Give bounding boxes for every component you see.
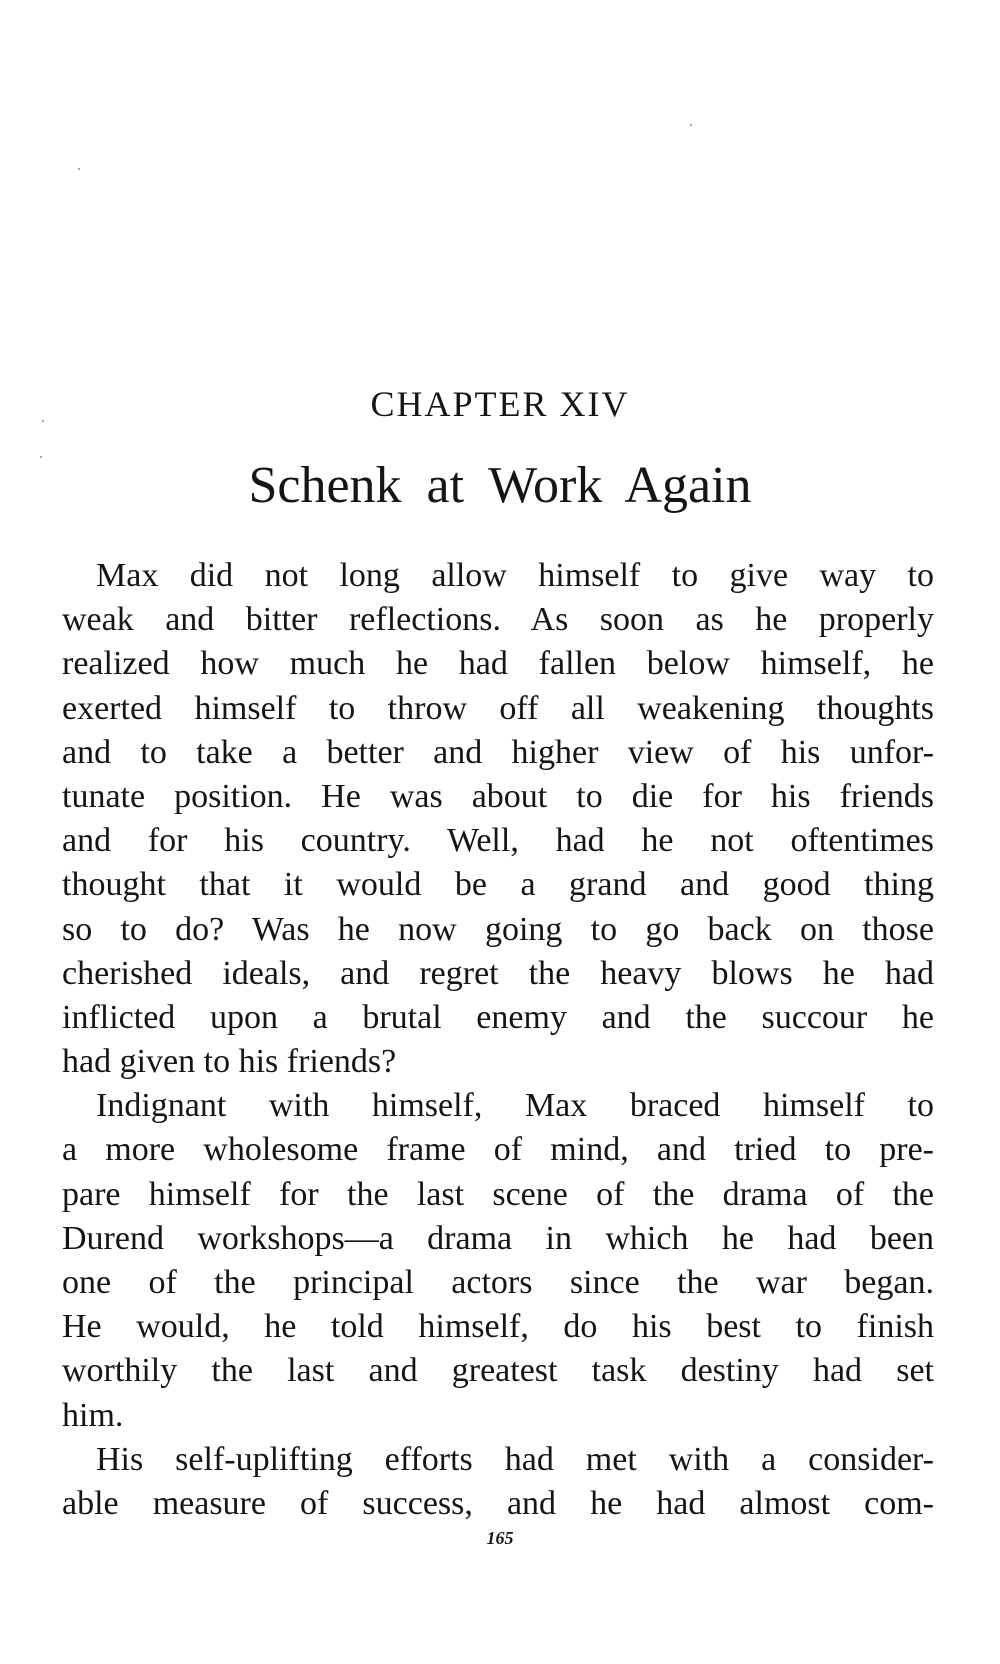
text-line: Indignant with himself, Max braced himself to (96, 1087, 934, 1125)
chapter-title: Schenk at Work Again (248, 457, 752, 514)
text-line: thought that it would be a grand and good thing (62, 866, 934, 904)
text-line: one of the principal actors since the war began. (62, 1264, 934, 1301)
text-line: tunate position. He was about to die for his friends (62, 777, 934, 815)
text-line: exerted himself to throw off all weakening thoughts (62, 689, 934, 727)
text-line: had given to his friends? (62, 1043, 397, 1081)
text-line: him. (62, 1396, 124, 1434)
text-line: able measure of success, and he had almost com- (62, 1484, 934, 1522)
text-line: inflicted upon a brutal enemy and the succour he (62, 998, 934, 1036)
text-line: a more wholesome frame of mind, and tried to pre- (62, 1131, 934, 1169)
text-line: weak and bitter reflections. As soon as he properly (62, 601, 934, 639)
text-line: cherished ideals, and regret the heavy blows he had (62, 954, 934, 992)
scan-speck (78, 168, 80, 170)
chapter-number: CHAPTER XIV (370, 384, 630, 424)
text-line: His self-uplifting efforts had met with a consider- (96, 1440, 934, 1478)
text-line: and for his country. Well, had he not oftentimes (62, 822, 934, 860)
paragraph-1 (62, 554, 934, 1084)
text-line: and to take a better and higher view of his unfor- (62, 733, 934, 771)
text-line: realized how much he had fallen below himself, he (62, 645, 934, 683)
text-line: so to do? Was he now going to go back on those (62, 910, 934, 948)
paragraph-2 (62, 1084, 934, 1438)
text-line: worthily the last and greatest task destiny had set (62, 1352, 934, 1390)
text-line: Durend workshops—a drama in which he had been (62, 1219, 934, 1257)
body-text (62, 554, 934, 1526)
text-line: He would, he told himself, do his best to finish (62, 1308, 934, 1346)
paragraph-3 (62, 1438, 934, 1526)
scan-speck (690, 124, 692, 126)
text-line: Max did not long allow himself to give way to (96, 557, 934, 594)
text-line: pare himself for the last scene of the drama of the (62, 1175, 934, 1213)
page-number: 165 (486, 1528, 514, 1548)
